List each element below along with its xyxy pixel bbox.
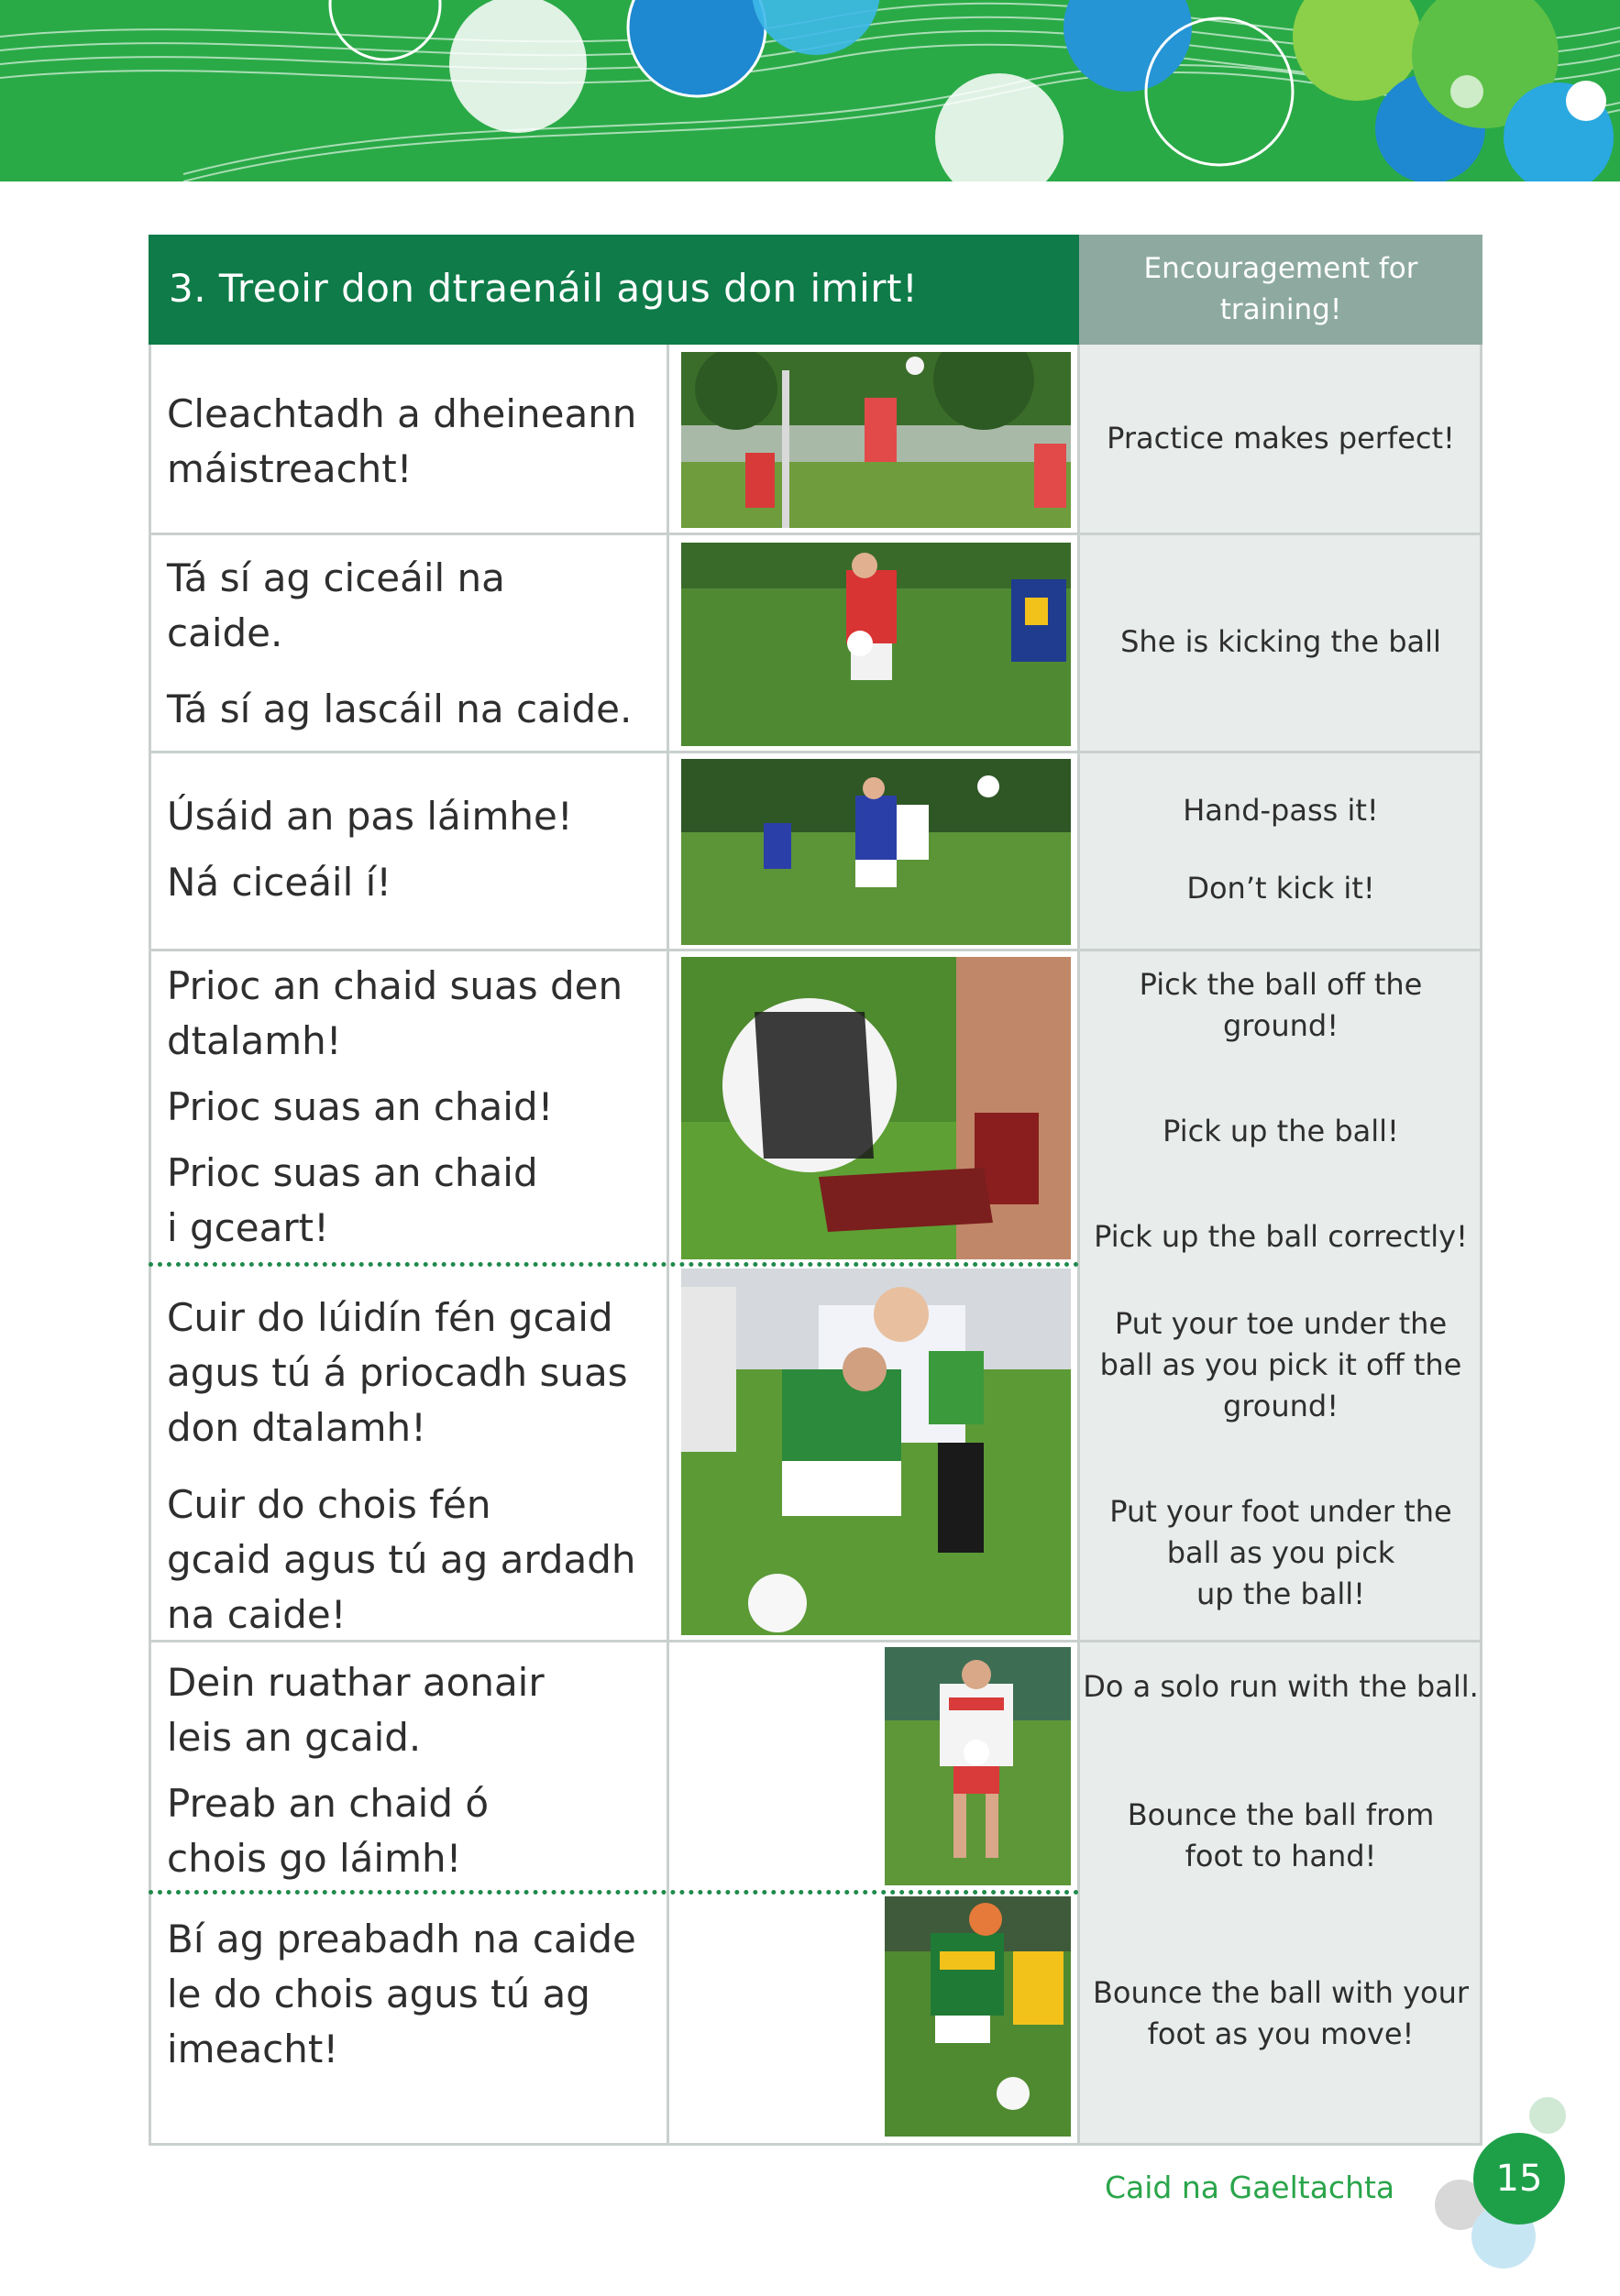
english-line: ground! (1222, 1389, 1339, 1423)
book-title-footer: Caid na Gaeltachta (1105, 2170, 1395, 2205)
irish-line: Ná ciceáil í! (167, 860, 392, 905)
english-line: Hand-pass it! (1183, 793, 1379, 828)
dotted-divider (149, 1890, 1079, 1895)
english-line: foot to hand! (1185, 1839, 1377, 1873)
irish-line: máistreacht! (167, 446, 413, 491)
english-line: up the ball! (1196, 1576, 1365, 1611)
page-number: 15 (1495, 2158, 1543, 2200)
english-phrase (1079, 418, 1482, 459)
english-line: foot as you move! (1147, 2016, 1415, 2051)
decorative-circle (1529, 2097, 1566, 2134)
irish-phrase (167, 959, 623, 1256)
solo-run-photo (885, 1647, 1071, 1885)
irish-phrase (167, 1912, 636, 2077)
irish-line: na caide! (167, 1592, 347, 1637)
irish-phrase (167, 1655, 545, 1886)
football-pattern-decoration (0, 0, 1620, 181)
irish-line: don dtalamh! (167, 1405, 426, 1450)
hand-pass-photo (681, 759, 1071, 945)
row-divider (149, 949, 1482, 951)
row-divider (149, 533, 1482, 535)
page-number-badge (1473, 2133, 1565, 2225)
irish-line: Bí ag preabadh na caide (167, 1917, 636, 1961)
irish-line: Cleachtadh a dheineann (167, 391, 637, 436)
english-phrase (1079, 1303, 1482, 1615)
irish-line: Prioc suas an chaid (167, 1150, 538, 1195)
irish-line: Cuir do lúidín fén gcaid (167, 1295, 613, 1340)
irish-line: Preab an chaid ó (167, 1781, 490, 1826)
irish-line: leis an gcaid. (167, 1715, 422, 1760)
table-title-cell (149, 235, 1079, 345)
english-phrase (1079, 1666, 1482, 1877)
english-line: Do a solo run with the ball. (1083, 1669, 1479, 1704)
player-kicking-photo (681, 543, 1071, 746)
english-line: Put your toe under the (1114, 1306, 1448, 1341)
irish-phrase (167, 387, 636, 497)
irish-phrase (167, 1291, 636, 1642)
irish-line: gcaid agus tú ag ardadh (167, 1537, 636, 1582)
english-line: ball as you pick (1166, 1535, 1395, 1570)
header-banner (0, 0, 1620, 181)
irish-line: le do chois agus tú ag (167, 1972, 590, 2016)
english-phrase (1079, 964, 1482, 1258)
irish-line: Dein ruathar aonair (167, 1660, 545, 1705)
irish-line: agus tú á priocadh suas (167, 1350, 628, 1395)
english-line: Pick up the ball correctly! (1094, 1219, 1468, 1254)
training-phrases-table (149, 235, 1482, 2146)
irish-line: Tá sí ag ciceáil na (167, 555, 505, 600)
english-phrase (1079, 621, 1482, 663)
irish-line: caide. (167, 610, 283, 655)
irish-line: Tá sí ag lascáil na caide. (167, 687, 633, 731)
encouragement-header-cell (1079, 235, 1482, 345)
encouragement-header: Encouragement for training! (1143, 252, 1418, 326)
english-line: Bounce the ball from (1127, 1797, 1435, 1832)
english-line: Pick the ball off the ground! (1139, 967, 1423, 1043)
irish-phrase (167, 551, 632, 737)
irish-line: Cuir do chois fén (167, 1482, 491, 1527)
english-line: Pick up the ball! (1163, 1114, 1399, 1148)
irish-phrase (167, 789, 573, 910)
english-line: Don’t kick it! (1186, 871, 1375, 906)
irish-line: Prioc an chaid suas den (167, 963, 623, 1008)
irish-line: dtalamh! (167, 1018, 342, 1063)
english-line: She is kicking the ball (1120, 624, 1441, 659)
irish-line: Úsáid an pas láimhe! (167, 794, 573, 839)
english-phrase (1079, 790, 1482, 909)
toe-pickup-photo (681, 1269, 1071, 1635)
english-line: Put your foot under the (1109, 1494, 1452, 1529)
row-divider (149, 751, 1482, 753)
irish-line: Prioc suas an chaid! (167, 1084, 554, 1129)
table-title: 3. Treoir don dtraenáil agus don imirt! (169, 266, 919, 311)
player-jumping-photo (681, 352, 1071, 528)
dotted-divider (149, 1262, 1079, 1267)
irish-line: chois go láimh! (167, 1836, 462, 1881)
irish-line: imeacht! (167, 2027, 339, 2071)
english-line: ball as you pick it off the (1099, 1347, 1462, 1382)
ball-pickup-closeup-photo (681, 957, 1071, 1259)
english-line: Bounce the ball with your (1092, 1975, 1470, 2010)
column-divider (667, 345, 669, 2146)
ball-bounce-photo (885, 1896, 1071, 2137)
english-line: Practice makes perfect! (1107, 421, 1455, 456)
irish-line: i gceart! (167, 1205, 329, 1250)
english-phrase (1079, 1972, 1482, 2055)
